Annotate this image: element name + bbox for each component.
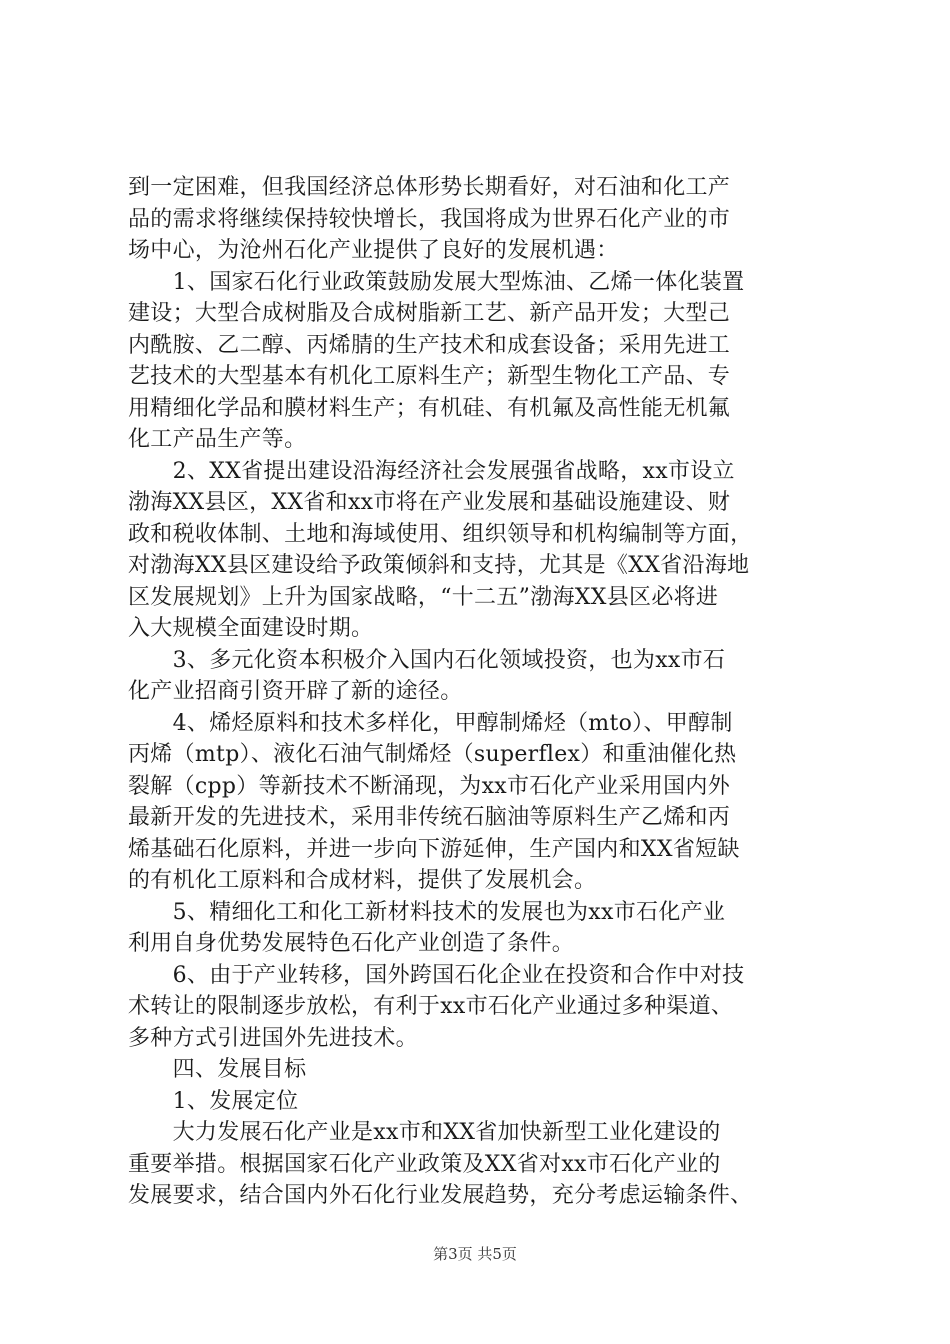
text-line: 场中心，为沧州石化产业提供了良好的发展机遇： <box>128 238 619 263</box>
text-line: 1、国家石化行业政策鼓励发展大型炼油、乙烯一体化装置 <box>128 269 745 295</box>
text-line: 利用自身优势发展特色石化产业创造了条件。 <box>128 931 575 956</box>
text-line: 区发展规划》上升为国家战略，“十二五”渤海XX县区必将进 <box>128 584 719 610</box>
text-line: 的有机化工原料和合成材料，提供了发展机会。 <box>128 868 597 893</box>
text-line: 大力发展石化产业是xx市和XX省加快新型工业化建设的 <box>128 1120 721 1145</box>
text-line: 术转让的限制逐步放松，有利于xx市石化产业通过多种渠道、 <box>128 994 734 1019</box>
text-line: 化工产品生产等。 <box>128 427 307 452</box>
text-line: 5、精细化工和化工新材料技术的发展也为xx市石化产业 <box>128 899 726 925</box>
text-line: 最新开发的先进技术，采用非传统石脑油等原料生产乙烯和丙 <box>128 805 731 830</box>
text-line: 建设；大型合成树脂及合成树脂新工艺、新产品开发；大型己 <box>128 301 731 326</box>
text-line: 3、多元化资本积极介入国内石化领域投资，也为xx市石 <box>128 647 726 673</box>
text-line: 品的需求将继续保持较快增长，我国将成为世界石化产业的市 <box>128 206 731 232</box>
subsection-heading: 1、发展定位 <box>128 1088 299 1114</box>
text-line: 政和税收体制、土地和海域使用、组织领导和机构编制等方面， <box>128 521 753 547</box>
text-line: 入大规模全面建设时期。 <box>128 616 374 641</box>
text-line: 重要举措。根据国家石化产业政策及XX省对xx市石化产业的 <box>128 1151 721 1177</box>
text-line: 对渤海XX县区建设给予政策倾斜和支持，尤其是《XX省沿海地 <box>128 553 750 578</box>
text-line: 6、由于产业转移，国外跨国石化企业在投资和合作中对技 <box>128 962 745 988</box>
text-line: 渤海XX县区，XX省和xx市将在产业发展和基础设施建设、财 <box>128 490 731 515</box>
text-line: 内酰胺、乙二醇、丙烯腈的生产技术和成套设备；采用先进工 <box>128 332 731 358</box>
text-line: 化产业招商引资开辟了新的途径。 <box>128 679 463 704</box>
text-line: 烯基础石化原料，并进一步向下游延伸，生产国内和XX省短缺 <box>128 836 740 862</box>
text-line: 丙烯（mtp）、液化石油气制烯烃（superflex）和重油催化热 <box>128 742 737 767</box>
text-line: 艺技术的大型基本有机化工原料生产；新型生物化工产品、专 <box>128 364 731 389</box>
text-line: 用精细化学品和膜材料生产；有机硅、有机氟及高性能无机氟 <box>128 395 731 421</box>
text-line: 4、烯烃原料和技术多样化，甲醇制烯烃（mto）、甲醇制 <box>128 710 733 736</box>
section-heading: 四、发展目标 <box>128 1057 307 1082</box>
text-line: 裂解（cpp）等新技术不断涌现，为xx市石化产业采用国内外 <box>128 773 731 799</box>
text-line: 发展要求，结合国内外石化行业发展趋势，充分考虑运输条件、 <box>128 1183 753 1208</box>
document-body <box>128 172 836 1212</box>
text-line: 多种方式引进国外先进技术。 <box>128 1025 418 1051</box>
text-line: 2、XX省提出建设沿海经济社会发展强省战略，xx市设立 <box>128 458 735 484</box>
page-number-footer: 第3页 共5页 <box>433 1245 517 1263</box>
text-line: 到一定困难，但我国经济总体形势长期看好，对石油和化工产 <box>128 175 731 200</box>
